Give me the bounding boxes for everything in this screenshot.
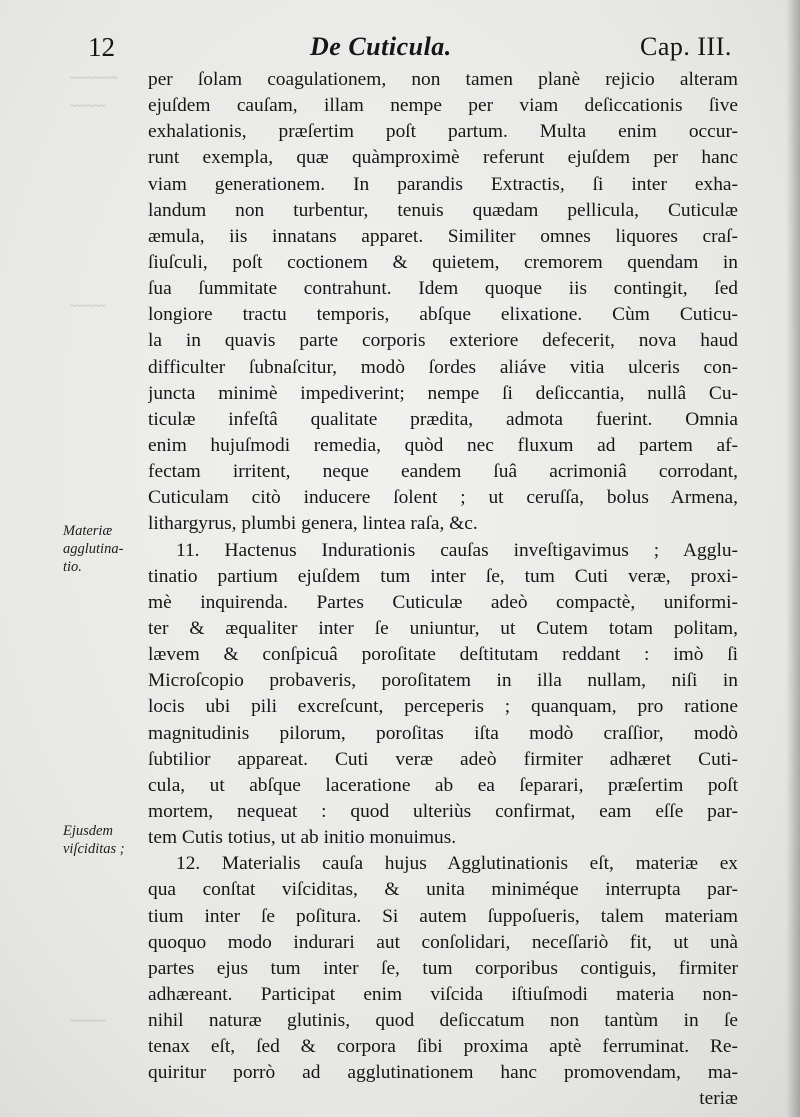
text-line: tium inter ſe poſitura. Si autem ſuppoſueris, talem materiam	[148, 905, 738, 927]
text-line: tenax eſt, ſed & corpora ſibi proxima aptè ferruminat. Re-	[148, 1036, 738, 1058]
page-header	[0, 30, 800, 66]
text-line: nihil naturæ glutinis, quod deſiccatum non tantùm in ſe	[148, 1010, 738, 1032]
text-line: magnitudinis pilorum, poroſitas iſta modò craſſior, modò	[148, 722, 738, 744]
text-line: mortem, nequeat : quod ulteriùs confirmat, eam eſſe par-	[148, 800, 738, 822]
text-line: Microſcopio probaveris, poroſitatem in illa nullam, niſi in	[148, 670, 738, 692]
text-line: runt exempla, quæ quàmproximè referunt ejuſdem per hanc	[148, 147, 738, 169]
text-line: difficulter ſubnaſcitur, modò ſordes aliáve vitia ulceris con-	[148, 356, 738, 378]
bleed-through-mark: ~~~~~~	[70, 1015, 106, 1027]
text-line: per ſolam coagulationem, non tamen planè rejicio alteram	[148, 69, 738, 90]
text-line: partes ejus tum inter ſe, tum corporibus contiguis, firmiter	[148, 957, 738, 979]
text-line: lithargyrus, plumbi genera, lintea raſa, &c.	[148, 513, 478, 535]
text-line: quoquo modo indurari aut conſolidari, neceſſariò fit, ut unà	[148, 931, 738, 953]
text-line: locis ubi pili excreſcunt, perceperis ; quanquam, pro ratione	[148, 696, 738, 718]
body-text	[148, 67, 738, 1113]
text-line: lævem & conſpicuâ poroſitate deſtitutam reddant : imò ſi	[148, 644, 738, 666]
text-line: adhæreant. Participat enim viſcida iſtiuſmodi materia non-	[148, 983, 738, 1005]
text-line: æmula, iis innatans apparet. Similiter omnes liquores craſ-	[148, 225, 738, 247]
text-line: ejuſdem cauſam, illam nempe per viam deſiccationis ſive	[148, 95, 738, 117]
bleed-through-mark: ~~~~~~~~	[70, 72, 118, 84]
text-line: enim hujuſmodi remedia, quòd nec fluxum ad partem af-	[148, 434, 738, 456]
text-line: ticulæ infeſtâ qualitate prædita, admota fuerint. Omnia	[148, 408, 738, 430]
bleed-through-mark: ~~~~~~	[70, 100, 106, 112]
text-line: landum non turbentur, tenuis quædam pellicula, Cuticulæ	[148, 199, 738, 221]
margin-note-line: Materiæ	[63, 523, 113, 539]
text-line: fectam irritent, neque eandem ſuâ acrimoniâ corrodant,	[148, 461, 738, 483]
margin-note-line: viſciditas ;	[63, 841, 125, 857]
text-line: exhalationis, præſertim poſt partum. Multa enim occur-	[148, 121, 738, 143]
catchword: teriæ	[699, 1088, 738, 1110]
text-line: qua conſtat viſciditas, & unita miniméque interrupta par-	[148, 879, 738, 901]
text-line: ter & æqualiter inter ſe uniuntur, ut Cutem totam politam,	[148, 617, 738, 639]
text-line: tinatio partium ejuſdem tum inter ſe, tum Cuti veræ, proxi-	[148, 565, 738, 587]
margin-note-line: agglutina-	[63, 541, 124, 557]
page-edge-shadow	[786, 0, 800, 1117]
text-line: cula, ut abſque laceratione ab ea ſeparari, præſertim poſt	[148, 774, 738, 796]
text-line: Cuticulam citò inducere ſolent ; ut ceruſſa, bolus Armena,	[148, 487, 738, 509]
text-line: juncta minimè impediverint; nempe ſi deſiccantia, nullâ Cu-	[148, 382, 738, 404]
page-number: 12	[88, 32, 115, 62]
bleed-through-mark: ~~~~~~	[70, 300, 106, 312]
text-line: la in quavis parte corporis exteriore defecerit, nova haud	[148, 330, 738, 352]
text-line: longiore tractu temporis, abſque elixatione. Cùm Cuticu-	[148, 304, 738, 326]
margin-note-line: tio.	[63, 559, 82, 575]
text-line: viam generationem. In parandis Extractis, ſi inter exha-	[148, 173, 738, 195]
text-line: ſiuſculi, poſt coctionem & quietem, cremorem quendam in	[148, 251, 738, 273]
text-line: quiritur porrò ad agglutinationem hanc promovendam, ma-	[148, 1062, 738, 1084]
text-line: mè inquirenda. Partes Cuticulæ adeò compactè, uniformi-	[148, 591, 738, 613]
running-title: De Cuticula.	[310, 32, 452, 61]
margin-note-agglutination	[63, 522, 147, 576]
chapter-label: Cap. III.	[640, 32, 732, 61]
paragraph-11-start: 11. Hactenus Indurationis cauſas inveſtigavimus ; Agglu-	[176, 539, 738, 561]
margin-note-line: Ejusdem	[63, 823, 113, 839]
paragraph-12-start: 12. Materialis cauſa hujus Agglutinationis eſt, materiæ ex	[176, 853, 738, 875]
text-line: ſubtilior appareat. Cuti veræ adeò firmiter adhæret Cuti-	[148, 748, 738, 770]
text-line: tem Cutis totius, ut ab initio monuimus.	[148, 827, 457, 849]
margin-note-viscidity	[63, 822, 147, 858]
text-line: ſua ſummitate contrahunt. Idem quoque iis contingit, ſed	[148, 278, 738, 300]
